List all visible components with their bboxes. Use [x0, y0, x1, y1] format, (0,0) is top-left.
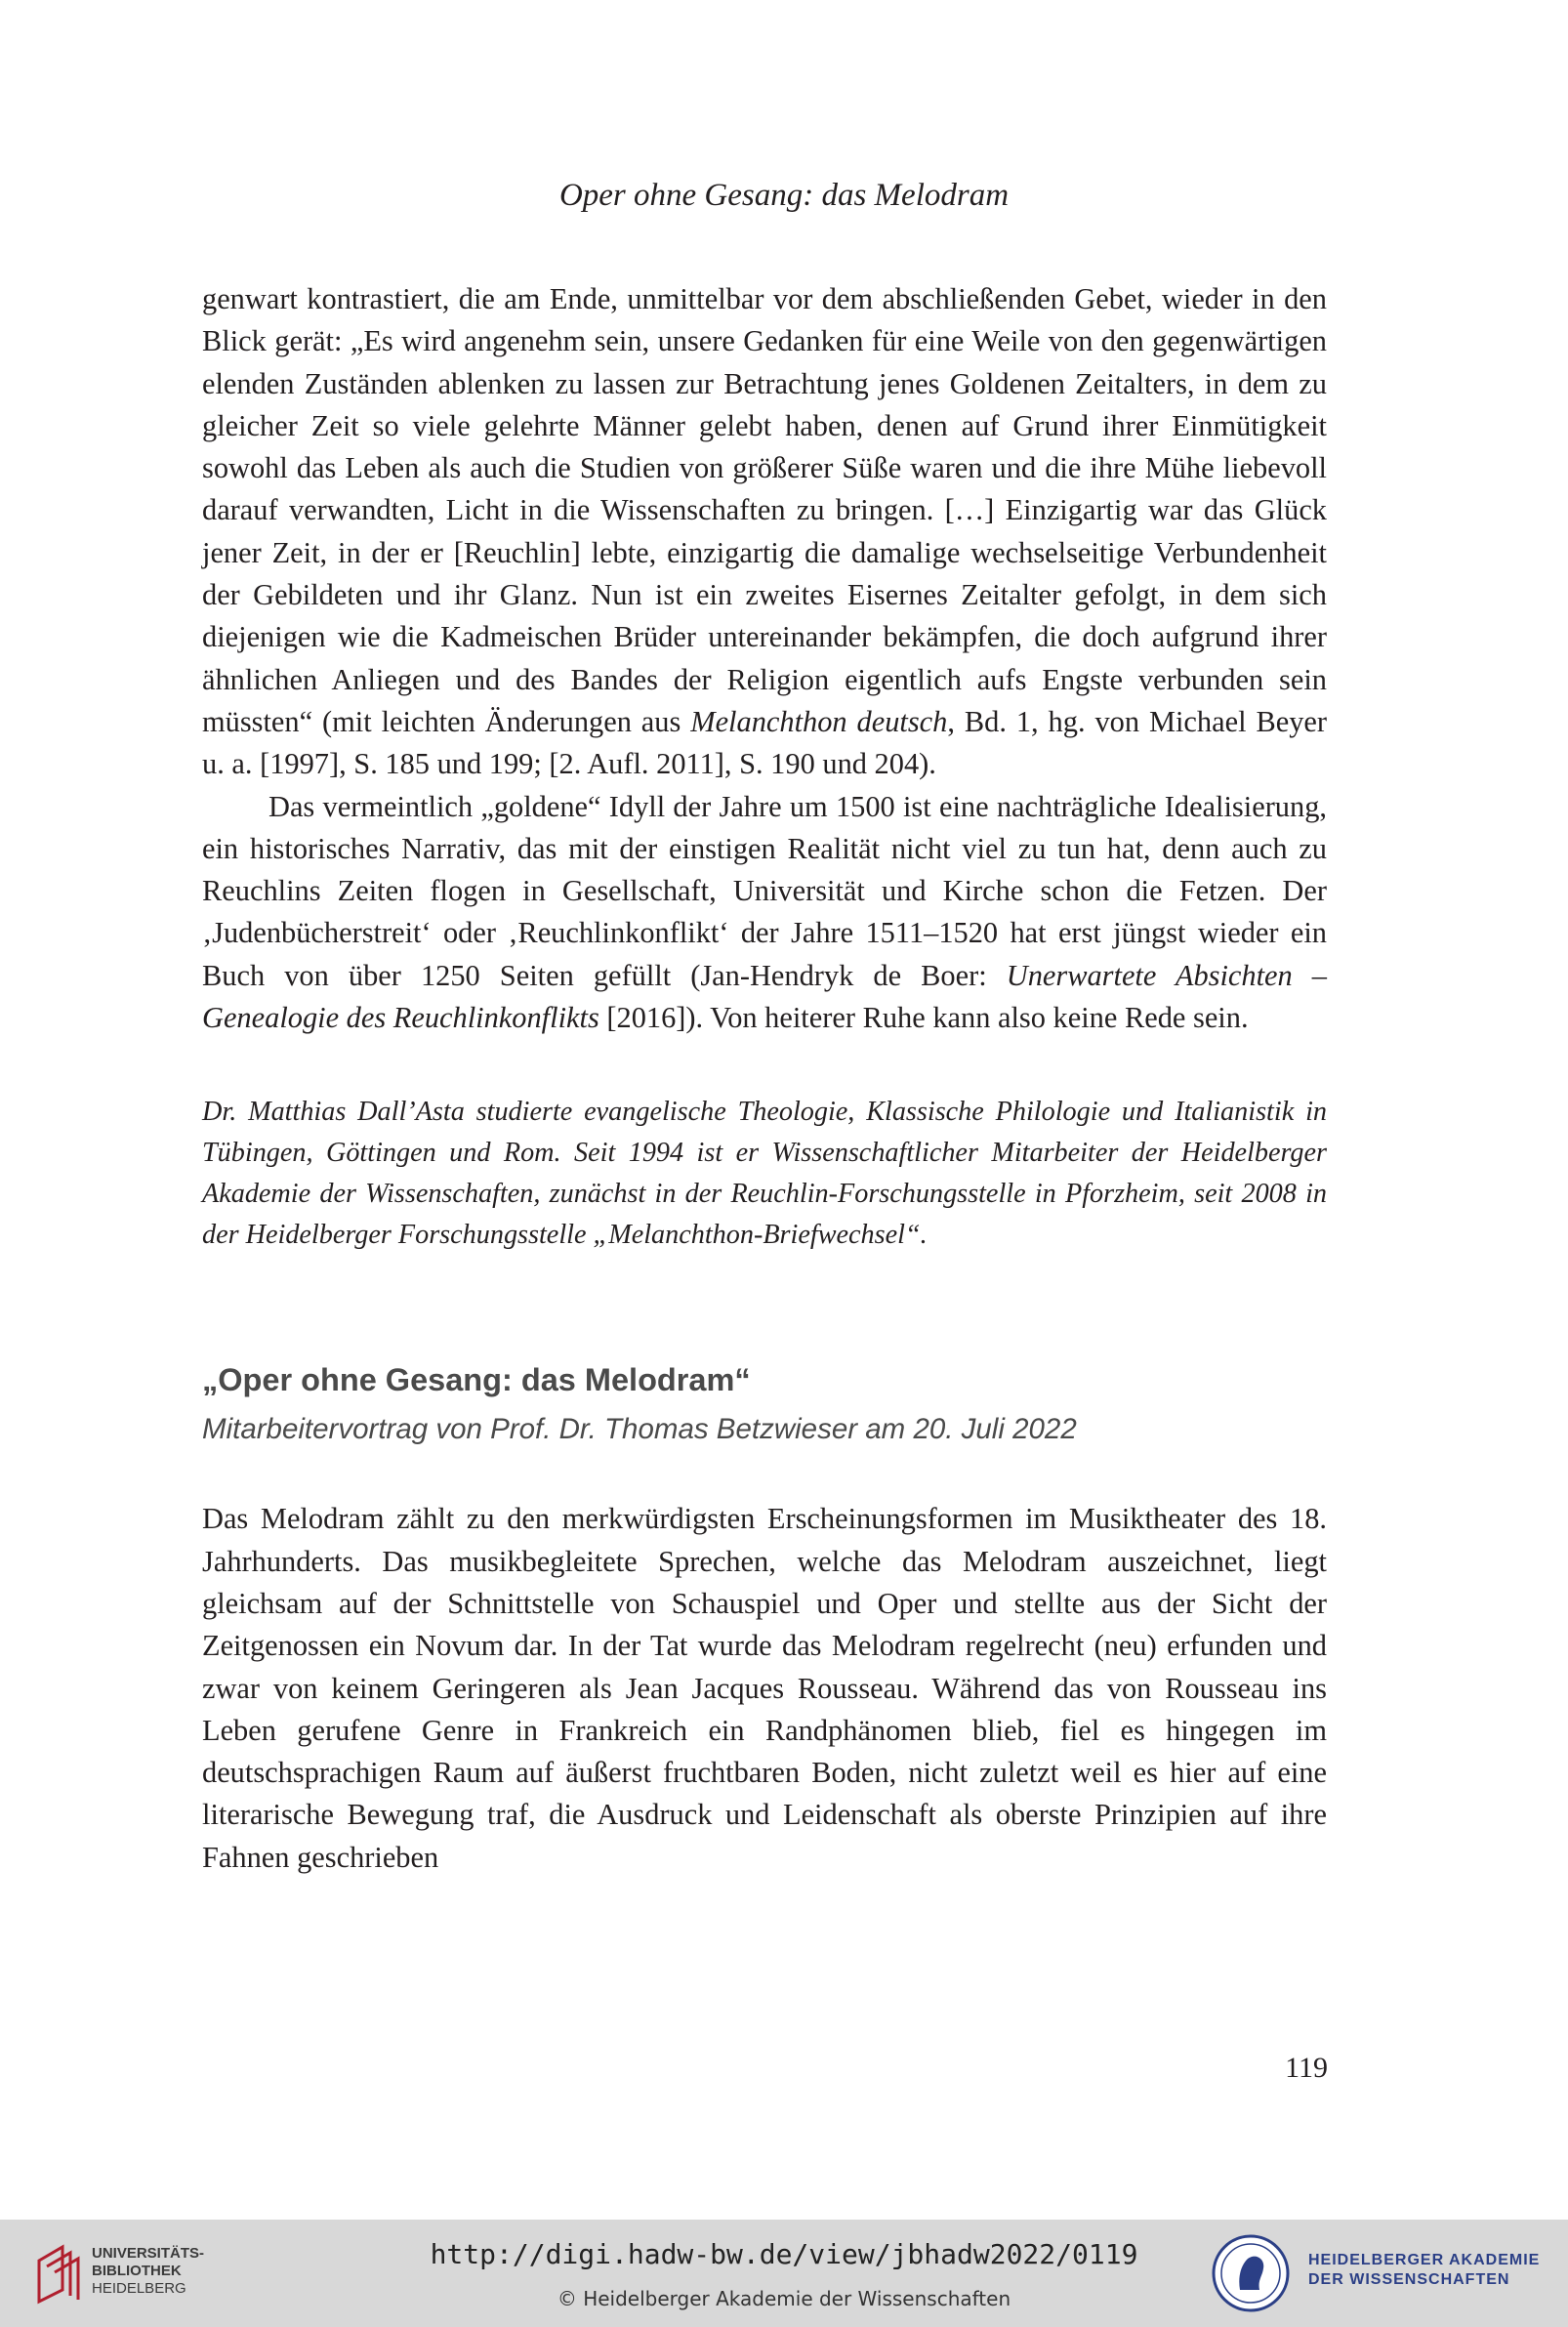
paragraph-1	[202, 278, 1327, 786]
library-name-line-1: UNIVERSITÄTS-	[92, 2245, 205, 2262]
paragraph-2-text-a: Das vermeintlich „goldene“ Idyll der Jahre um 1500 ist eine nachträgliche Idealisierung, ein historisches Narrativ, das mit der einstigen Realität nicht viel zu tun hat, denn auch zu Reuchlins Zeiten flogen in Gesellschaft, Universität und Kirche schon die Fetzen. Der ‚Judenbücherstreit‘ oder ‚Reuchlinkonflikt‘ der Jahre 1511–1520 hat erst jüngst wieder ein Buch von über 1250 Seiten gefüllt (Jan-Hendryk de Boer:	[202, 789, 1327, 992]
paragraph-1-italic: Melanchthon deutsch	[690, 704, 948, 738]
academy-name-line-2: DER WISSENSCHAFTEN	[1308, 2271, 1510, 2288]
footer-copyright: © Heidelberger Akademie der Wissenschaften	[557, 2287, 1011, 2310]
section-subtitle: Mitarbeitervortrag von Prof. Dr. Thomas Betzwieser am 20. Juli 2022	[202, 1413, 1077, 1446]
footer-url-link[interactable]: http://digi.hadw-bw.de/view/jbhadw2022/0119	[430, 2238, 1138, 2270]
main-content	[202, 278, 1327, 1879]
author-bio: Dr. Matthias Dall’Asta studierte evangelische Theologie, Klassische Philologie und Italianistik in Tübingen, Göttingen und Rom. Seit 1994 ist er Wissenschaftlicher Mitarbeiter der Heidelberger Akademie der Wissenschaften, zunächst in der Reuchlin-Forschungsstelle in Pforzheim, seit 2008 in der Heidelberger Forschungsstelle „Melanchthon-Briefwechsel“.	[202, 1097, 1327, 1251]
paragraph-2-italic: Unerwartete Absichten – Genealogie des Reuchlinkonflikts	[202, 958, 1327, 1035]
section-title: „Oper ohne Gesang: das Melodram“	[202, 1362, 751, 1398]
library-name-line-2: BIBLIOTHEK	[92, 2263, 182, 2279]
academy-name	[1308, 2251, 1540, 2290]
academy-name-line-1: HEIDELBERGER AKADEMIE	[1308, 2252, 1541, 2268]
paragraph-1-text-a: genwart kontrastiert, die am Ende, unmittelbar vor dem abschließenden Gebet, wieder in den Blick gerät: „Es wird angenehm sein, unsere Gedanken für eine Weile von den gegenwärtigen elenden Zuständen ablenken zu lassen zur Betrachtung jenes Goldenen Zeitalters, in dem zu gleicher Zeit so viele gelehrte Männer gelebt haben, denen auf Grund ihrer Einmütigkeit sowohl das Leben als auch die Studien von größerer Süße waren und die ihre Mühe liebevoll darauf verwandten, Licht in die Wissenschaften zu bringen. […] Einzigartig war das Glück jener Zeit, in der er [Reuchlin] lebte, einzigartig die damalige wechselseitige Verbundenheit der Gebildeten und ihr Glanz. Nun ist ein zweites Eisernes Zeitalter gefolgt, in dem sich diejenigen wie die Kadmeischen Brüder untereinander bekämpfen, die doch aufgrund ihrer ähnlichen Anliegen und des Bandes der Religion eigentlich aufs Engste verbunden sein müssten“ (mit leichten Änderungen aus	[202, 282, 1327, 738]
library-name-line-3: HEIDELBERG	[92, 2280, 186, 2297]
section-body-paragraph: Das Melodram zählt zu den merkwürdigsten Erscheinungsformen im Musiktheater des 18. Jahrhunderts. Das musikbegleitete Sprechen, welche das Melodram auszeichnet, liegt gleichsam auf der Schnittstelle von Schauspiel und Oper und stellte aus der Sicht der Zeitgenossen ein Novum dar. In der Tat wurde das Melodram regelrecht (neu) erfunden und zwar von keinem Geringeren als Jean Jacques Rousseau. Während das von Rousseau ins Leben gerufene Genre in Frankreich ein Randphänomen blieb, fiel es hingegen im deutschsprachigen Raum auf äußerst fruchtbaren Boden, nicht zuletzt weil es hier auf eine literarische Bewegung traf, die Ausdruck und Leidenschaft als oberste Prinzipien auf ihre Fahnen geschrieben	[202, 1502, 1327, 1874]
academy-seal-icon[interactable]	[1211, 2233, 1291, 2313]
paragraph-2-text-b: [2016]). Von heiterer Ruhe kann also keine Rede sein.	[598, 1001, 1249, 1035]
paragraph-2	[202, 786, 1327, 1040]
footer-bar	[0, 2220, 1568, 2327]
running-head: Oper ohne Gesang: das Melodram	[558, 178, 1010, 213]
page-number: 119	[1285, 2052, 1328, 2084]
paragraph-1-text-b: , Bd. 1, hg. von Michael Beyer u. a. [1997], S. 185 und 199; [2. Aufl. 2011], S. 190 und 204).	[202, 704, 1328, 781]
